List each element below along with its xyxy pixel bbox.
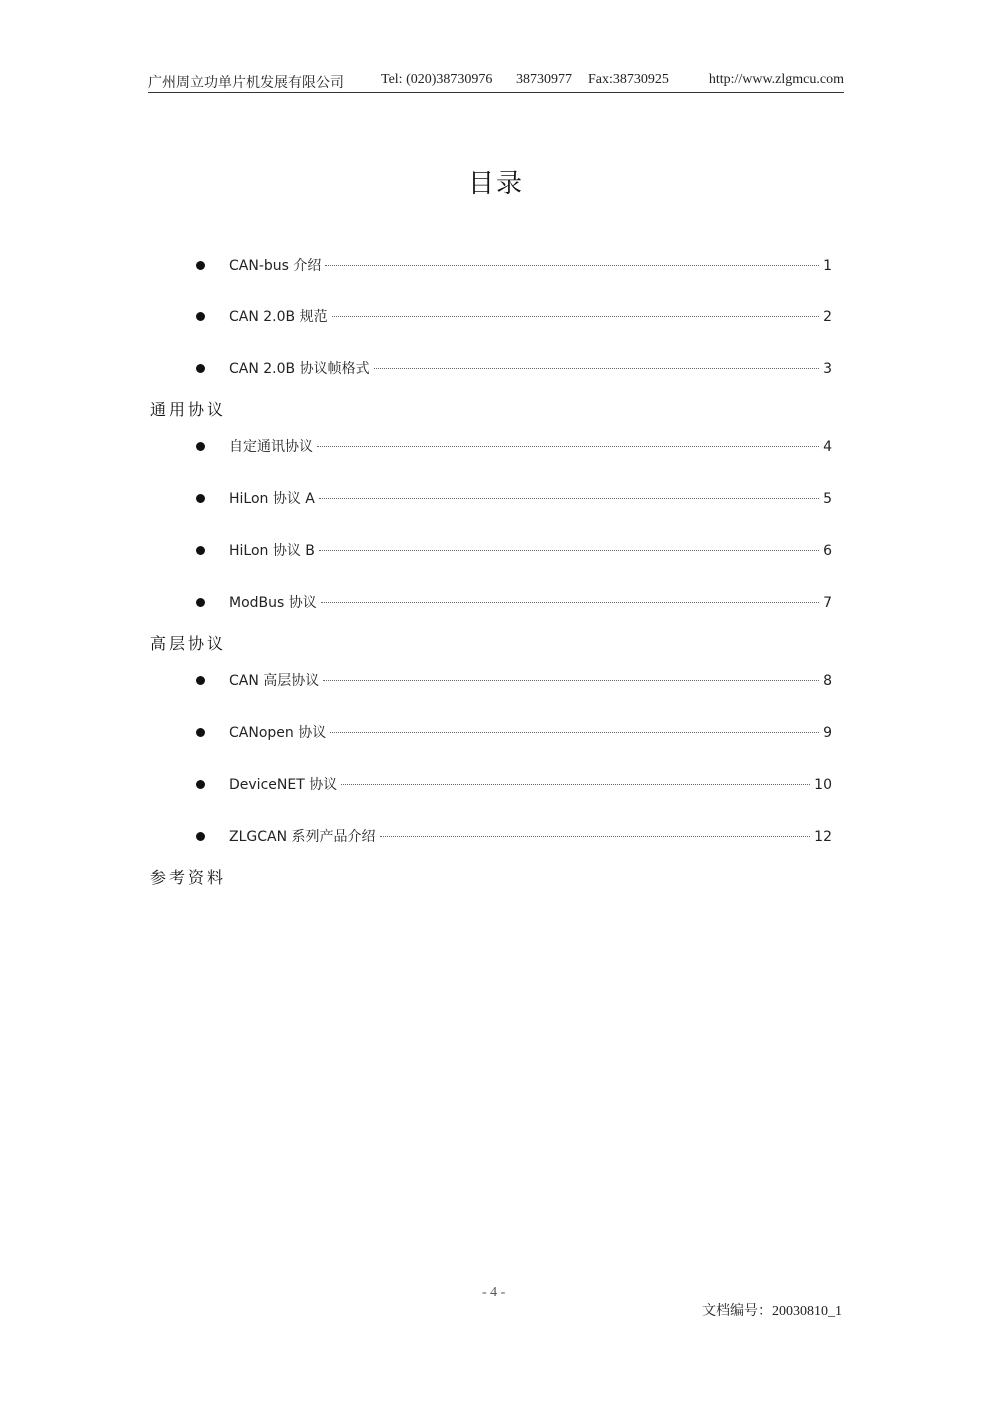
dot-leader <box>319 497 819 499</box>
toc-entry-label: ModBus 协议 <box>229 595 317 611</box>
toc-entry[interactable] <box>196 255 836 275</box>
header-tel: Tel: (020)38730976 <box>381 72 493 87</box>
toc-entry-page: 12 <box>814 829 832 845</box>
bullet-icon <box>196 494 205 503</box>
document-number: 文档编号：20030810_1 <box>702 1304 842 1319</box>
dot-leader <box>325 264 819 266</box>
header-url[interactable]: http://www.zlgmcu.com <box>708 72 844 87</box>
toc-entry-label: DeviceNET 协议 <box>229 777 338 793</box>
toc-entry[interactable] <box>196 774 836 794</box>
header-company: 广州周立功单片机发展有限公司 <box>148 76 344 91</box>
toc-entry-label: CAN 2.0B 规范 <box>229 309 328 325</box>
bullet-icon <box>196 780 205 789</box>
dot-leader <box>321 601 819 603</box>
bullet-icon <box>196 442 205 451</box>
toc-entry-label: CANopen 协议 <box>229 725 327 741</box>
dot-leader <box>317 445 819 447</box>
toc-entry[interactable] <box>196 722 836 742</box>
dot-leader <box>330 731 819 733</box>
dot-leader <box>332 315 819 317</box>
header-tel2: 38730977 <box>516 72 572 87</box>
toc-entry[interactable] <box>196 670 836 690</box>
toc-entry-label: HiLon 协议 B <box>229 543 315 559</box>
dot-leader <box>323 679 819 681</box>
dot-leader <box>341 783 810 785</box>
toc-entry-page: 2 <box>823 309 832 325</box>
bullet-icon <box>196 676 205 685</box>
header-fax: Fax:38730925 <box>588 72 669 87</box>
bullet-icon <box>196 598 205 607</box>
bullet-icon <box>196 364 205 373</box>
toc-entry-label: ZLGCAN 系列产品介绍 <box>229 829 376 845</box>
toc-entry[interactable] <box>196 592 836 612</box>
toc-entry-page: 5 <box>823 491 832 507</box>
dot-leader <box>380 835 811 837</box>
toc-entry[interactable] <box>196 358 836 378</box>
toc-entry-page: 4 <box>823 439 832 455</box>
toc-entry[interactable] <box>196 826 836 846</box>
toc-entry-page: 6 <box>823 543 832 559</box>
section-heading: 通用协议 <box>150 400 227 419</box>
toc-entry[interactable] <box>196 540 836 560</box>
toc-entry[interactable] <box>196 488 836 508</box>
toc-entry-label: CAN 高层协议 <box>229 673 320 689</box>
page-number: - 4 - <box>482 1285 506 1300</box>
page-title: 目录 <box>467 169 524 199</box>
bullet-icon <box>196 728 205 737</box>
toc-entry-page: 9 <box>823 725 832 741</box>
toc-entry-page: 7 <box>823 595 832 611</box>
toc-entry-label: HiLon 协议 A <box>229 491 315 507</box>
toc-entry[interactable] <box>196 306 836 326</box>
bullet-icon <box>196 312 205 321</box>
dot-leader <box>319 549 819 551</box>
toc-entry-label: CAN-bus 介绍 <box>229 258 322 274</box>
bullet-icon <box>196 832 205 841</box>
bullet-icon <box>196 261 205 270</box>
toc-entry-page: 10 <box>814 777 832 793</box>
toc-entry-label: CAN 2.0B 协议帧格式 <box>229 361 370 377</box>
dot-leader <box>374 367 819 369</box>
page-header <box>148 70 844 93</box>
bullet-icon <box>196 546 205 555</box>
toc-entry-page: 1 <box>823 258 832 274</box>
toc-entry-label: 自定通讯协议 <box>229 439 313 455</box>
toc-entry-page: 8 <box>823 673 832 689</box>
toc-entry-page: 3 <box>823 361 832 377</box>
section-heading: 参考资料 <box>150 868 227 887</box>
toc-entry[interactable] <box>196 436 836 456</box>
section-heading: 高层协议 <box>150 634 227 653</box>
